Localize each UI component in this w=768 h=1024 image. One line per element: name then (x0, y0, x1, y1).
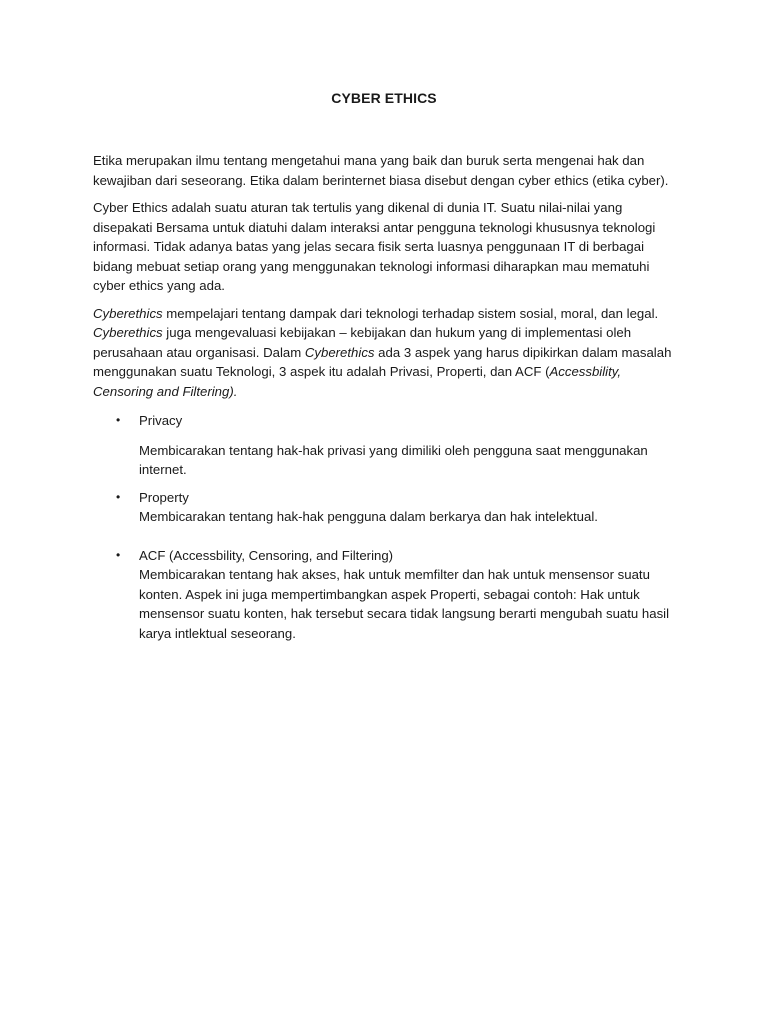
paragraph-text: juga mengevaluasi kebijakan – kebijakan dan hukum yang di implementasi oleh perusahaan atau organisasi. Dalam (93, 325, 632, 360)
document-body (93, 151, 683, 649)
list-item-heading: ACF (Accessbility, Censoring, and Filtering) (139, 547, 394, 563)
list-item-acf (93, 546, 683, 644)
paragraph-text: mempelajari tentang dampak dari teknologi terhadap sistem sosial, moral, dan legal. (162, 305, 659, 321)
italic-term: Accessbility, Censoring and Filtering). (93, 364, 622, 399)
italic-term: Cyberethics (304, 344, 375, 360)
list-item-privacy (93, 411, 683, 480)
italic-term: Cyberethics (93, 305, 163, 321)
paragraph-cyberethics (93, 304, 683, 402)
bullet-icon: • (116, 489, 121, 504)
document-title: CYBER ETHICS (331, 90, 437, 106)
list-item-description: Membicarakan tentang hak-hak privasi yang dimiliki oleh pengguna saat menggunakan internet. (139, 442, 648, 477)
paragraph-text: ada 3 aspek yang harus dipikirkan dalam masalah menggunakan suatu Teknologi, 3 aspek itu adalah Privasi, Properti, dan ACF ( (93, 344, 672, 379)
list-item-description: Membicarakan tentang hak-hak pengguna dalam berkarya dan hak intelektual. (139, 509, 598, 524)
list-item-heading: Property (139, 489, 189, 505)
list-item-property (93, 488, 683, 527)
paragraph-cyber-ethics: Cyber Ethics adalah suatu aturan tak tertulis yang dikenal di dunia IT. Suatu nilai-nilai yang disepakati Bersama untuk diatuhi dalam interaksi antar pengguna teknologi khususnya teknologi informasi. Tidak adanya batas yang jelas secara fisik serta luasnya penggunaan IT di berbagai bidang mebuat setiap orang yang menggunakan teknologi informasi diharapkan mau mematuhi cyber ethics yang ada. (93, 200, 656, 293)
bullet-icon: • (116, 413, 121, 427)
list-item-heading: Privacy (139, 413, 183, 428)
paragraph-etika: Etika merupakan ilmu tentang mengetahui mana yang baik dan buruk serta mengenai hak dan kewajiban dari seseorang. Etika dalam berinternet biasa disebut dengan cyber ethics (etika cyber). (93, 153, 669, 188)
list-item-description: Membicarakan tentang hak akses, hak untuk memfilter dan hak untuk mensensor suatu konten. Aspek ini juga mempertimbangkan aspek Properti, sebagai contoh: Hak untuk mensensor suatu konten, hak tersebut secara tidak langsung berarti mengubah suatu hasil karya intlektual seseorang. (139, 567, 670, 641)
italic-term: Cyberethics (93, 325, 163, 340)
aspect-list (93, 411, 683, 643)
bullet-icon: • (116, 547, 121, 562)
